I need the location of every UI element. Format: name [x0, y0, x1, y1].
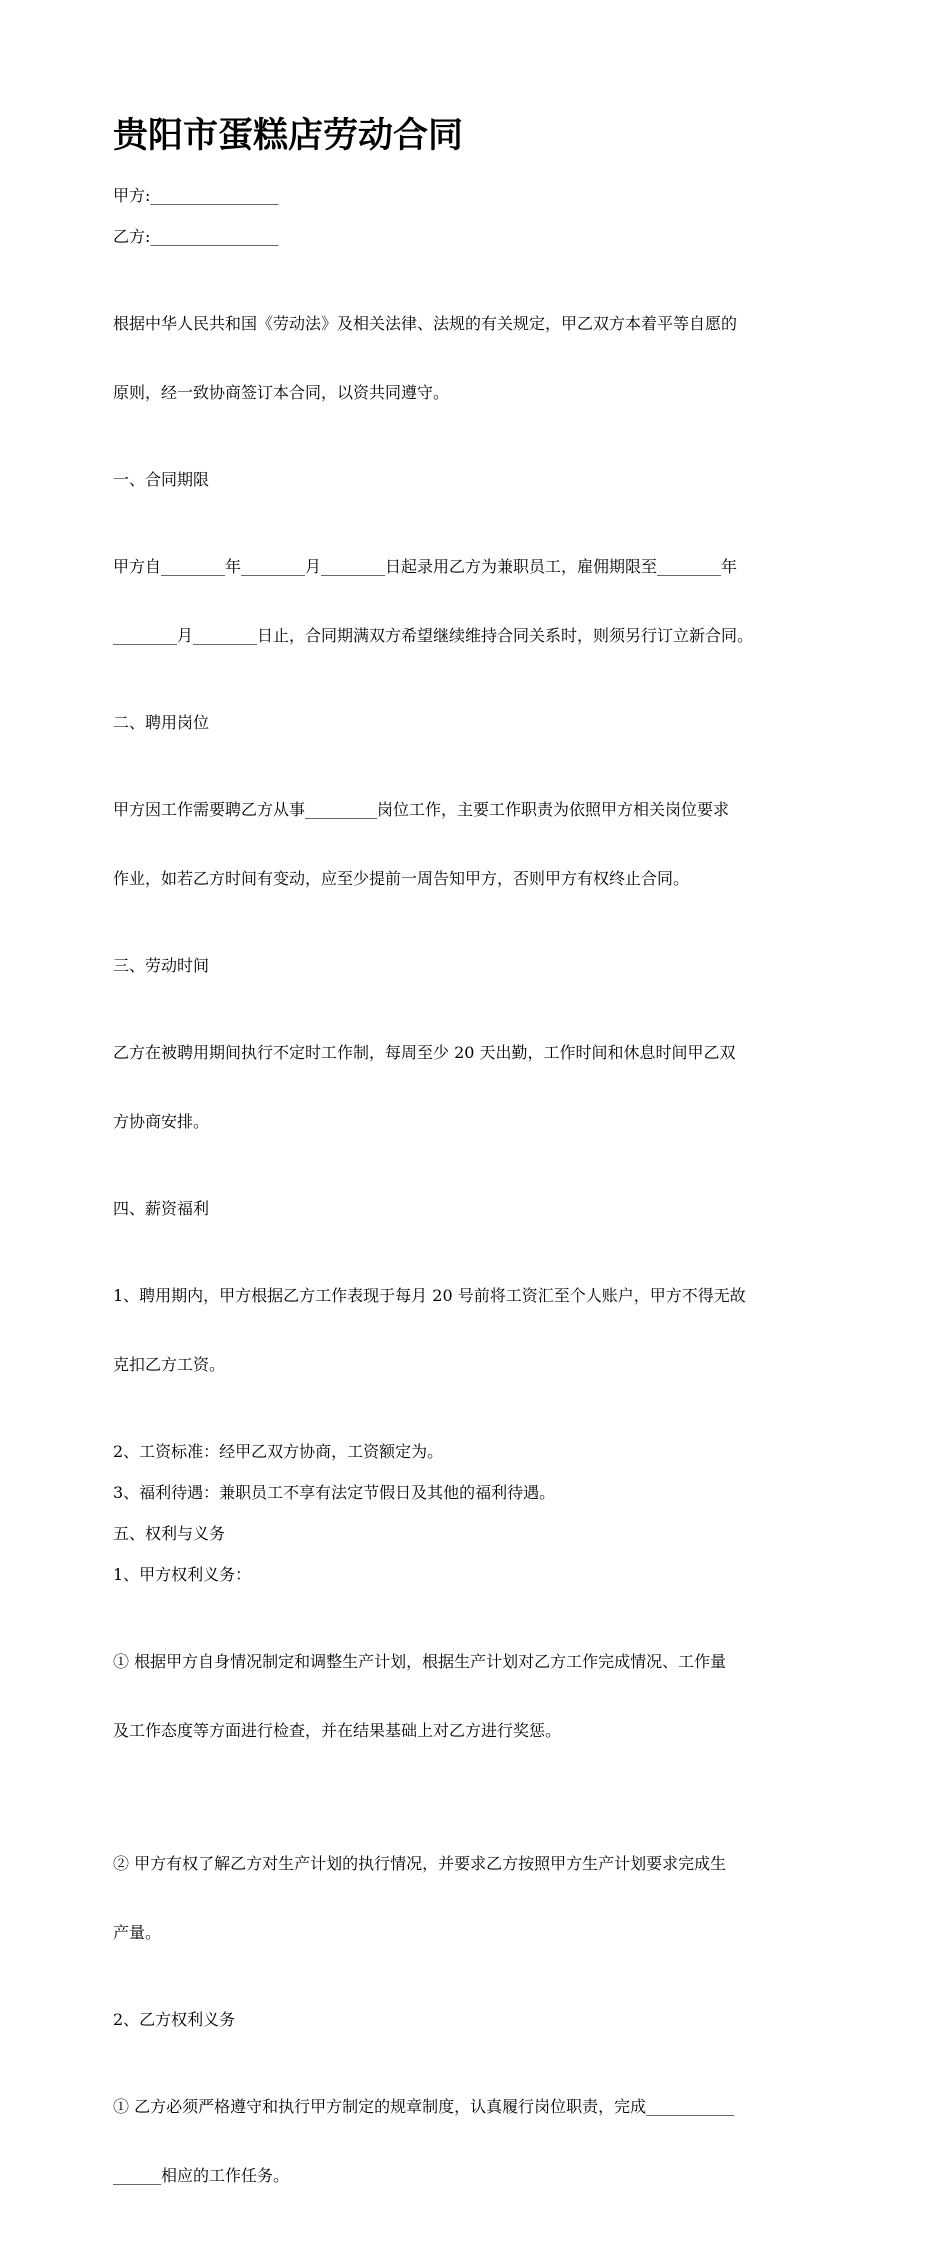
text-line: 及工作态度等方面进行检查，并在结果基础上对乙方进行奖惩。: [113, 1721, 562, 1740]
text-line: 乙方在被聘用期间执行不定时工作制，每周至少 20 天出勤，工作时间和休息时间甲乙双: [113, 1043, 736, 1062]
document-page: [113, 112, 843, 2251]
text-line: 作业，如若乙方时间有变动，应至少提前一周告知甲方，否则甲方有权终止合同。: [113, 869, 690, 888]
party-a-line: 甲方:________________: [113, 186, 279, 205]
section-heading-working-hours: 三、劳动时间: [113, 956, 210, 975]
text-line: 甲方因工作需要聘乙方从事_________岗位工作，主要工作职责为依照甲方相关岗位要求: [113, 800, 730, 819]
section-heading-term: 一、合同期限: [113, 470, 210, 489]
text-line: 克扣乙方工资。: [113, 1355, 226, 1374]
document-title: 贵阳市蛋糕店劳动合同: [113, 115, 464, 156]
text-line: 1、聘用期内，甲方根据乙方工作表现于每月 20 号前将工资汇至个人账户，甲方不得无故: [113, 1286, 746, 1305]
section-heading-salary: 四、薪资福利: [113, 1199, 210, 1218]
party-b-line: 乙方:________________: [113, 227, 279, 246]
term-paragraph: [113, 509, 843, 693]
text-line: 甲方自________年________月________日起录用乙方为兼职员工，雇佣期限至________年: [113, 557, 738, 576]
text-line: ① 根据甲方自身情况制定和调整生产计划，根据生产计划对乙方工作完成情况、工作量: [113, 1652, 727, 1671]
salary-item-3: 3、福利待遇：兼职员工不享有法定节假日及其他的福利待遇。: [113, 1483, 556, 1502]
rights-party-b-heading: 2、乙方权利义务: [113, 2010, 236, 2029]
text-line: ______相应的工作任务。: [113, 2166, 290, 2185]
working-hours-paragraph: [113, 995, 843, 1179]
intro-paragraph: [113, 266, 843, 450]
text-line: ② 甲方有权了解乙方对生产计划的执行情况，并要求乙方按照甲方生产计划要求完成生: [113, 1854, 727, 1873]
text-line: ________月________日止，合同期满双方希望继续维持合同关系时，则须另行订立新合同。: [113, 626, 754, 645]
section-heading-rights: 五、权利与义务: [113, 1524, 226, 1543]
text-line: 原则，经一致协商签订本合同，以资共同遵守。: [113, 383, 450, 402]
text-line: ① 乙方必须严格遵守和执行甲方制定的规章制度，认真履行岗位职责，完成___________: [113, 2097, 735, 2116]
rights-party-b-item-1: [113, 2049, 843, 2233]
text-line: 方协商安排。: [113, 1112, 210, 1131]
salary-item-2: 2、工资标准：经甲乙双方协商，工资额定为。: [113, 1442, 444, 1461]
rights-party-a-heading: 1、甲方权利义务：: [113, 1565, 252, 1584]
position-paragraph: [113, 752, 843, 936]
rights-party-a-item-1: [113, 1604, 843, 1788]
text-line: 根据中华人民共和国《劳动法》及相关法律、法规的有关规定，甲乙双方本着平等自愿的: [113, 314, 738, 333]
text-line: 产量。: [113, 1923, 162, 1942]
section-heading-position: 二、聘用岗位: [113, 713, 210, 732]
salary-item-1: [113, 1238, 843, 1422]
rights-party-a-item-2: [113, 1806, 843, 1990]
